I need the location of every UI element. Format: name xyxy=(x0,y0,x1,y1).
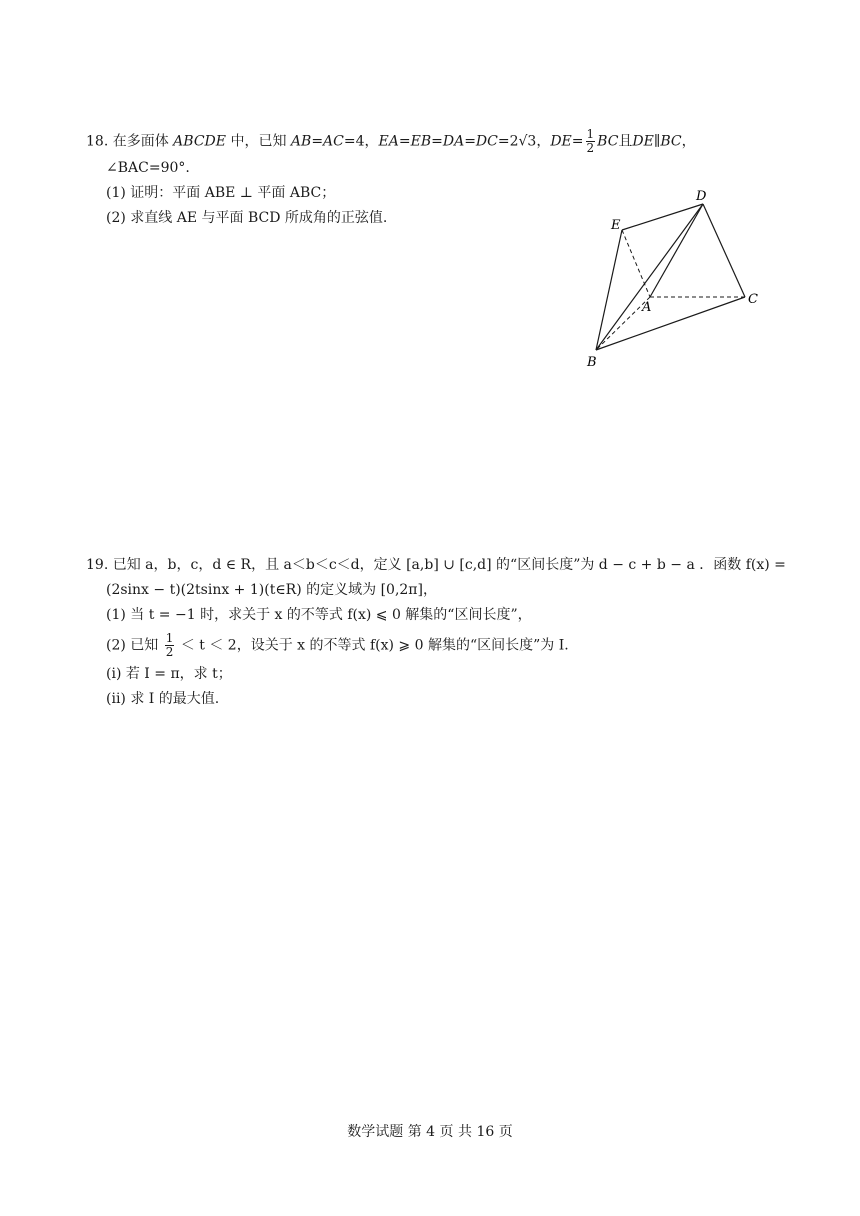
q19-stem-line1 xyxy=(86,555,786,575)
label-A: A xyxy=(642,300,652,315)
q18-stem-text: AB xyxy=(290,133,312,150)
page-footer: 数学试题 第 4 页 共 16 页 xyxy=(347,1124,513,1140)
label-B: B xyxy=(587,355,597,370)
q18-stem-text: DA xyxy=(442,133,465,150)
edge-ED xyxy=(622,204,703,230)
q18-stem-line2: ∠BAC=90°. xyxy=(106,160,190,176)
label-E: E xyxy=(611,218,621,233)
fraction-one-half: $\frac{1}{2}$ xyxy=(165,631,174,659)
q19-part2-text: (2) 已知 xyxy=(106,637,159,654)
q18-stem-text: AC xyxy=(323,133,344,150)
edge-EB xyxy=(596,230,622,350)
edge-DB xyxy=(596,204,703,350)
q19-number: 19. xyxy=(86,557,109,573)
fraction-one-half: $\frac{1}{2}$ xyxy=(586,127,595,155)
edge-DA xyxy=(650,204,703,297)
q19-part2 xyxy=(106,632,569,659)
q18-stem-text: BC xyxy=(660,133,682,150)
q18-stem-text: 中，已知 xyxy=(230,133,287,150)
q18-stem-text: = xyxy=(398,133,411,150)
q18-stem-text: DE xyxy=(550,133,572,150)
q18-stem-line1 xyxy=(86,128,696,155)
edge-DC xyxy=(703,204,745,297)
q19-sub-i: (i) 若 I = π，求 t； xyxy=(106,666,232,682)
q18-stem-text: ABCDE xyxy=(173,133,226,150)
q18-stem-text: = xyxy=(464,133,476,150)
label-C: C xyxy=(748,292,758,307)
q18-stem-text: BC xyxy=(597,133,619,150)
q18-stem-text: = xyxy=(431,133,443,150)
q18-stem-text: ∥ xyxy=(653,133,661,150)
edge-BC xyxy=(596,297,745,350)
q18-stem-text: 在多面体 xyxy=(112,133,169,150)
q19-part1: (1) 当 t = −1 时，求关于 x 的不等式 f(x) ⩽ 0 解集的“区间长度”， xyxy=(106,607,532,623)
q18-stem-text: 且 xyxy=(618,133,633,150)
q18-stem-text: = xyxy=(311,133,324,150)
q18-stem-text: EA xyxy=(378,133,399,150)
label-D: D xyxy=(696,189,707,204)
q18-stem-text: DC xyxy=(475,133,498,150)
q18-part2: (2) 求直线 AE 与平面 BCD 所成角的正弦值. xyxy=(106,210,388,226)
q18-stem-text: EB xyxy=(410,133,432,150)
edge-EA-hidden xyxy=(622,230,650,297)
q18-stem-text: = xyxy=(571,133,584,150)
q18-number: 18. xyxy=(86,133,109,150)
q18-stem-text: =2√3， xyxy=(497,133,551,150)
q19-sub-ii: (ii) 求 I 的最大值. xyxy=(106,691,220,707)
q18-stem-text: DE xyxy=(632,133,654,150)
q19-part2-text: ＜ t ＜ 2，设关于 x 的不等式 f(x) ⩾ 0 解集的“区间长度”为 I. xyxy=(180,637,569,654)
q18-part1: (1) 证明：平面 ABE ⊥ 平面 ABC； xyxy=(106,185,336,201)
q18-stem-text: ， xyxy=(681,133,696,150)
q19-stem-line2: (2sinx − t)(2tsinx + 1)(t∈R) 的定义域为 [0,2π]， xyxy=(106,582,437,598)
edge-AB-hidden xyxy=(596,297,650,350)
q18-stem-text: =4， xyxy=(343,133,379,150)
q19-stem-text: 已知 a，b，c，d ∈ R，且 a＜b＜c＜d，定义 [a,b] ∪ [c,d] 的“区间长度”为 d − c + b − a ．函数 f(x) = xyxy=(112,557,786,573)
